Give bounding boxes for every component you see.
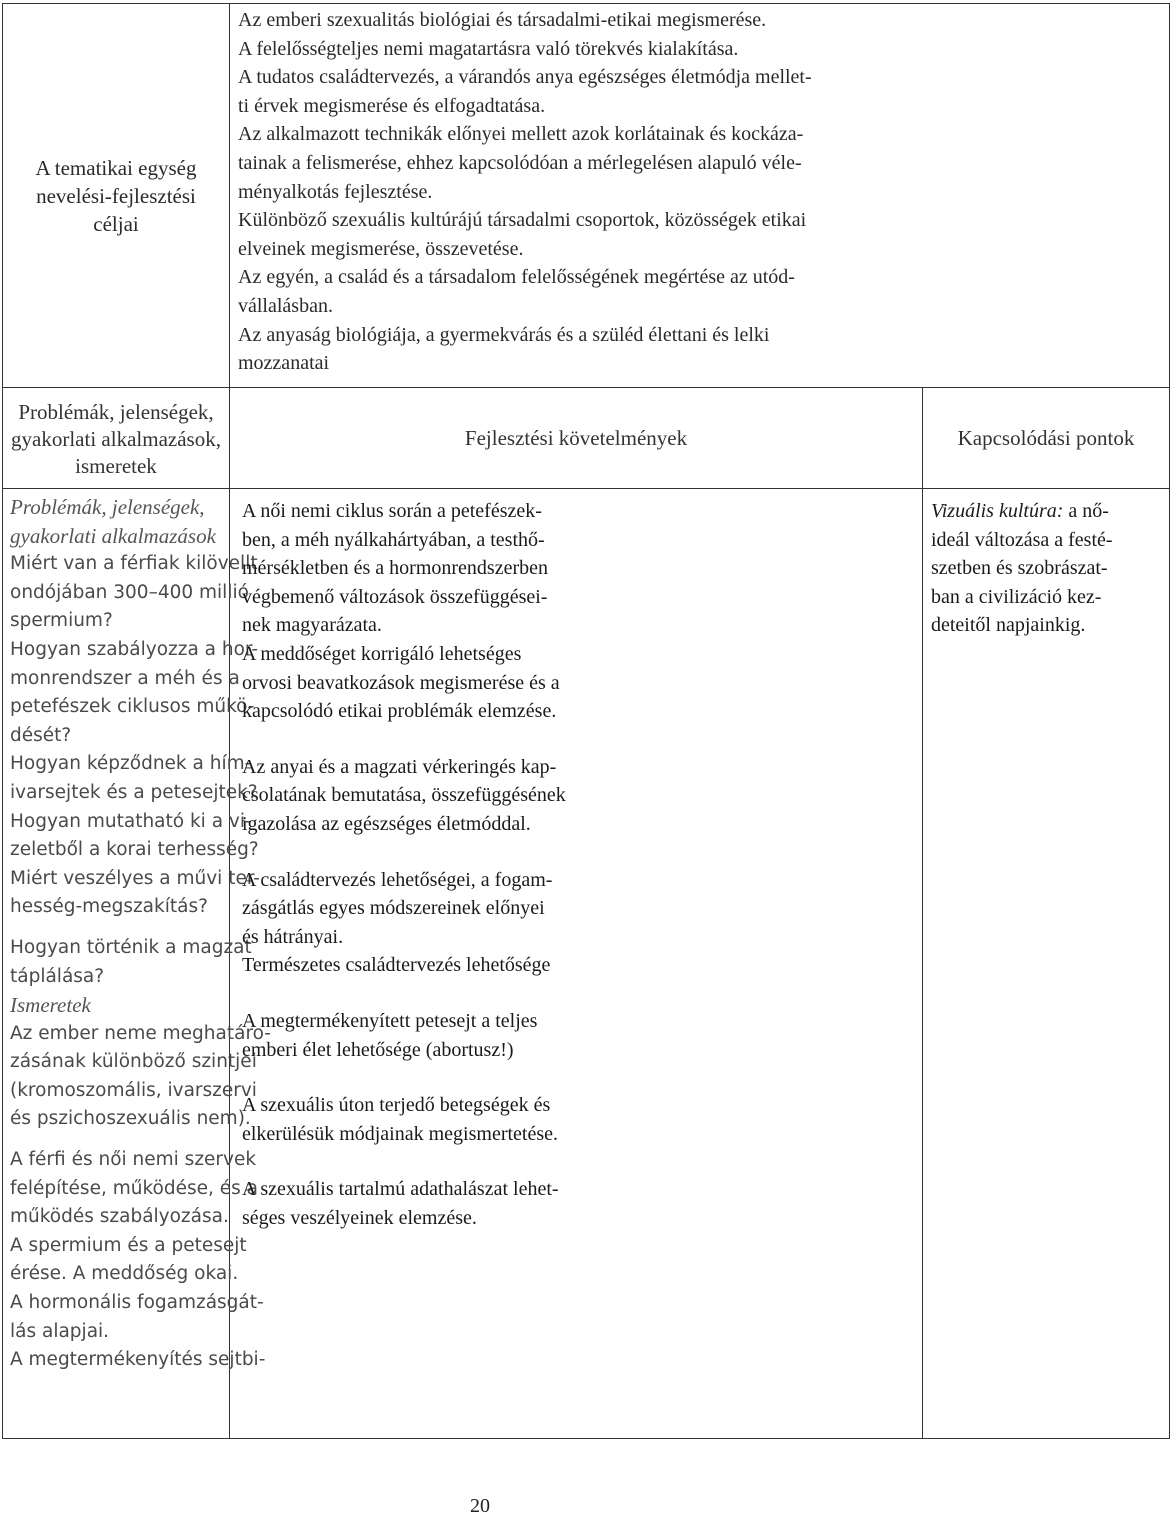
knowledge-line: A megtermékenyítés sejtbi- — [10, 1349, 266, 1371]
goal-line: tainak a felismerése, ehhez kapcsolódóan a mérlegelésen alapuló véle- — [238, 151, 802, 174]
goals-text-cell — [230, 4, 1170, 388]
goals-label — [7, 154, 225, 238]
requirement-line: és hátrányai. — [242, 925, 344, 948]
question-line: zeletből a korai terhesség? — [10, 839, 259, 861]
question-line: dését? — [10, 724, 72, 746]
goals-label-line: nevelési-fejlesztési — [36, 183, 196, 208]
header-problems — [3, 388, 230, 489]
requirement-line: emberi élet lehetősége (abortusz!) — [242, 1038, 514, 1061]
goal-line: ményalkotás fejlesztése. — [238, 180, 433, 203]
goal-line: Az anyaság biológiája, a gyermekvárás és a szüléd élettani és lelki — [238, 323, 770, 346]
goal-line: Különböző szexuális kultúrájú társadalmi csoportok, közösségek etikai — [238, 209, 807, 232]
question-line: petefészek ciklusos műkö- — [10, 696, 255, 718]
question-line: hesség-megszakítás? — [10, 896, 208, 918]
requirement-line: A megtermékenyített petesejt a teljes — [242, 1009, 538, 1032]
question-line: Hogyan történik a magzat — [10, 936, 252, 958]
connection-line: ideál változása a festé- — [931, 528, 1113, 551]
knowledge-heading: Ismeretek — [10, 993, 91, 1018]
question-line: Hogyan szabályozza a hor- — [10, 638, 259, 660]
requirement-line: kapcsolódó etikai problémák elemzése. — [242, 700, 557, 723]
knowledge-line: működés szabályozása. — [10, 1206, 229, 1228]
question-line: Miért van a férfiak kilövellt — [10, 553, 258, 575]
question-line: táplálása? — [10, 965, 105, 987]
goal-line: Az emberi szexualitás biológiai és társadalmi-etikai megismerése. — [238, 9, 767, 31]
question-line: monrendszer a méh és a — [10, 667, 240, 689]
goals-text — [238, 6, 1163, 378]
curriculum-table — [2, 3, 1170, 1439]
goals-label-line: céljai — [93, 211, 139, 236]
goals-row — [3, 4, 1170, 388]
question-line: Hogyan mutatható ki a vi- — [10, 810, 252, 832]
problems-heading: gyakorlati alkalmazások — [10, 523, 216, 548]
requirement-line: orvosi beavatkozások megismerése és a — [242, 671, 560, 694]
problems-cell — [3, 489, 271, 1439]
requirement-line: A szexuális úton terjedő betegségek és — [242, 1094, 551, 1117]
header-row — [3, 388, 1170, 489]
knowledge-line: Az ember neme meghatáro- — [10, 1022, 271, 1044]
requirement-line: A családtervezés lehetőségei, a fogam- — [242, 868, 553, 891]
question-line: spermium? — [10, 610, 113, 632]
knowledge-line: A férfi és női nemi szervek — [10, 1149, 257, 1171]
goal-line: ti érvek megismerése és elfogadtatása. — [238, 94, 546, 117]
header-problems-line: gyakorlati alkalmazások, — [11, 426, 221, 451]
requirement-line: Természetes családtervezés lehetősége — [242, 954, 551, 977]
connection-subject: Vizuális kultúra: — [931, 500, 1064, 522]
connection-first-line: Vizuális kultúra: a nő- — [931, 500, 1109, 522]
question-line: ivarsejtek és a petesejtek? — [10, 781, 258, 803]
header-requirements: Fejlesztési követelmények — [230, 388, 923, 489]
goal-line: mozzanatai — [238, 352, 330, 375]
requirement-line: séges veszélyeinek elemzése. — [242, 1206, 477, 1229]
connection-line: deteitől napjainkig. — [931, 614, 1086, 637]
requirement-line: nek magyarázata. — [242, 614, 382, 637]
knowledge-line: A spermium és a petesejt — [10, 1234, 247, 1256]
goal-line: A tudatos családtervezés, a várandós anya egészséges életmódja mellet- — [238, 66, 812, 89]
question-line: Miért veszélyes a művi ter- — [10, 867, 260, 889]
header-connections: Kapcsolódási pontok — [923, 388, 1170, 489]
requirement-line: csolatának bemutatása, összefüggésének — [242, 784, 566, 807]
connection-line: ban a civilizáció kez- — [931, 585, 1102, 608]
requirement-line: A meddőséget korrigáló lehetséges — [242, 642, 522, 665]
requirement-line: elkerülésük módjainak megismertetése. — [242, 1122, 559, 1145]
requirement-line: igazolása az egészséges életmóddal. — [242, 812, 531, 835]
knowledge-line: A hormonális fogamzásgát- — [10, 1292, 264, 1314]
question-line: ondójában 300–400 millió — [10, 581, 249, 603]
knowledge-line: zásának különböző szintjei — [10, 1051, 257, 1073]
knowledge-line: (kromoszomális, ivarszervi — [10, 1079, 257, 1101]
header-problems-line: Problémák, jelenségek, — [18, 399, 214, 424]
requirement-line: Az anyai és a magzati vérkeringés kap- — [242, 755, 557, 778]
requirement-line: mérsékletben és a hormonrendszerben — [242, 557, 548, 580]
knowledge-line: és pszichoszexuális nem). — [10, 1108, 251, 1130]
goal-line: elveinek megismerése, összevetése. — [238, 237, 524, 260]
question-line: Hogyan képződnek a hím- — [10, 753, 252, 775]
goal-line: Az alkalmazott technikák előnyei mellett azok korlátainak és kockáza- — [238, 123, 804, 146]
goal-line: vállalásban. — [238, 294, 333, 317]
requirement-line: A szexuális tartalmú adathalászat lehet- — [242, 1178, 559, 1201]
goals-label-cell — [3, 4, 230, 388]
content-row — [3, 489, 1170, 1439]
goals-label-line: A tematikai egység — [35, 155, 197, 180]
requirement-line: A női nemi ciklus során a petefészek- — [242, 500, 542, 522]
connection-line: szetben és szobrászat- — [931, 557, 1108, 580]
page-number: 20 — [470, 1495, 490, 1517]
goal-line: Az egyén, a család és a társadalom felelősségének megértése az utód- — [238, 266, 795, 289]
knowledge-line: felépítése, működése, és a — [10, 1177, 258, 1199]
knowledge-line: érése. A meddőség okai. — [10, 1263, 239, 1285]
problems-heading: Problémák, jelenségek, — [10, 495, 205, 519]
requirement-line: zásgátlás egyes módszereinek előnyei — [242, 897, 545, 920]
goal-line: A felelősségteljes nemi magatartásra való törekvés kialakítása. — [238, 37, 739, 60]
requirement-line: végbemenő változások összefüggései- — [242, 585, 548, 608]
requirements-cell — [230, 489, 923, 1439]
connections-cell — [923, 489, 1170, 1439]
header-problems-line: ismeretek — [75, 453, 157, 478]
knowledge-line: lás alapjai. — [10, 1320, 110, 1342]
requirement-line: ben, a méh nyálkahártyában, a testhő- — [242, 528, 545, 551]
